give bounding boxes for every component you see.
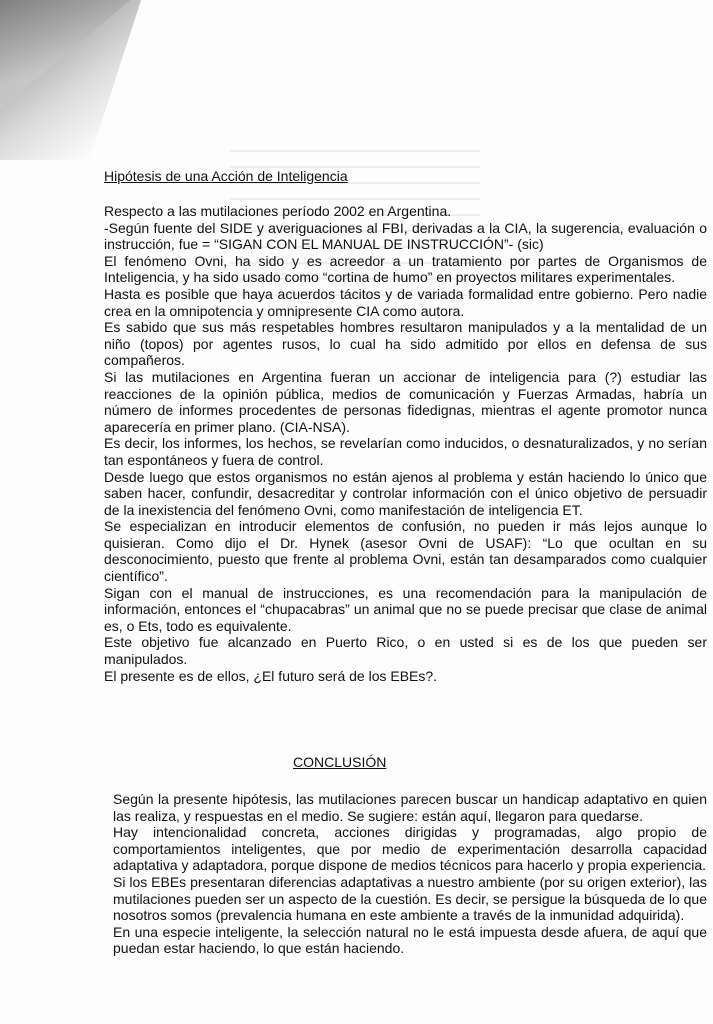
paragraph: Si las mutilaciones en Argentina fueran un accionar de inteligencia para (?) estudiar las reacciones de la opinión pública, medios de comunicación y Fuerzas Armadas, habría un número de informes procedentes de personas fidedignas, mientras el agente promotor nunca aparecería en primer plano. (CIA-NSA). <box>104 368 707 435</box>
paragraph: Este objetivo fue alcanzado en Puerto Rico, o en usted si es de los que pueden ser manipulados. <box>104 634 707 668</box>
paragraph: Si los EBEs presentaran diferencias adaptativas a nuestro ambiente (por su origen exterior), las mutilaciones pueden ser un aspecto de la cuestión. Es decir, se persigue la búsqueda de lo que nosotros somos (prevalencia humana en este ambiente a través de la inmunidad adquirida). <box>113 873 707 924</box>
paragraph: Hasta es posible que haya acuerdos tácitos y de variada formalidad entre gobierno. Pero nadie crea en la omnipotencia y omnipresente CIA como autora. <box>104 285 707 319</box>
paragraph: -Según fuente del SIDE y averiguaciones al FBI, derivadas a la CIA, la sugerencia, evaluación o instrucción, fue = “SIGAN CON EL MANUAL DE INSTRUCCIÓN”- (sic) <box>104 219 707 253</box>
paragraph: Hay intencionalidad concreta, acciones dirigidas y programadas, algo propio de comportamientos inteligentes, que por medio de experimentación desarrolla capacidad adaptativa y adaptadora, porque dispone de medios técnicos para hacerlo y propia experiencia. <box>113 824 707 874</box>
paragraph: Sigan con el manual de instrucciones, es una recomendación para la manipulación de información, entonces el “chupacabras” un animal que no se puede precisar que clase de animal es, o Ets, todo es equivalente. <box>104 584 707 634</box>
paragraph: Según la presente hipótesis, las mutilaciones parecen buscar un handicap adaptativo en quien las realiza, y respuestas en el medio. Se sugiere: están aquí, llegaron para quedarse. <box>113 791 707 824</box>
paragraph: Desde luego que estos organismos no están ajenos al problema y están haciendo lo único que saben hacer, confundir, desacreditar y controlar información con el único objetivo de persuadir de la inexistencia del fenómeno Ovni, como manifestación de inteligencia ET. <box>104 468 707 518</box>
paragraph: Es sabido que sus más respetables hombres resultaron manipulados y a la mentalidad de un niño (topos) por agentes rusos, lo cual ha sido admitido por ellos en defensa de sus compañeros. <box>104 319 707 369</box>
section-heading: Hipótesis de una Acción de Inteligencia <box>104 168 348 184</box>
conclusion-heading: CONCLUSIÓN <box>293 754 387 770</box>
paragraph: El fenómeno Ovni, ha sido y es acreedor a un tratamiento por partes de Organismos de Inteligencia, y ha sido usado como “cortina de humo” en proyectos militares experimentales. <box>104 252 707 286</box>
paragraph: Se especializan en introducir elementos de confusión, no pueden ir más lejos aunque lo quisieran. Como dijo el Dr. Hynek (asesor Ovni de USAF): “Lo que ocultan en su desconocimiento, puesto que frente al problema Ovni, están tan desamparados como cualquier científico”. <box>104 518 707 585</box>
paragraph: En una especie inteligente, la selección natural no le está impuesta desde afuera, de aquí que puedan estar haciendo, lo que están haciendo. <box>113 923 707 957</box>
paragraph: Respecto a las mutilaciones período 2002 en Argentina. <box>104 203 452 219</box>
conclusion-body <box>113 791 707 957</box>
paragraph: Es decir, los informes, los hechos, se revelarían como inducidos, o desnaturalizados, y no serían tan espontáneos y fuera de control. <box>104 435 707 468</box>
paragraph: El presente es de ellos, ¿El futuro será de los EBEs?. <box>104 667 438 684</box>
hypothesis-body <box>104 203 707 684</box>
